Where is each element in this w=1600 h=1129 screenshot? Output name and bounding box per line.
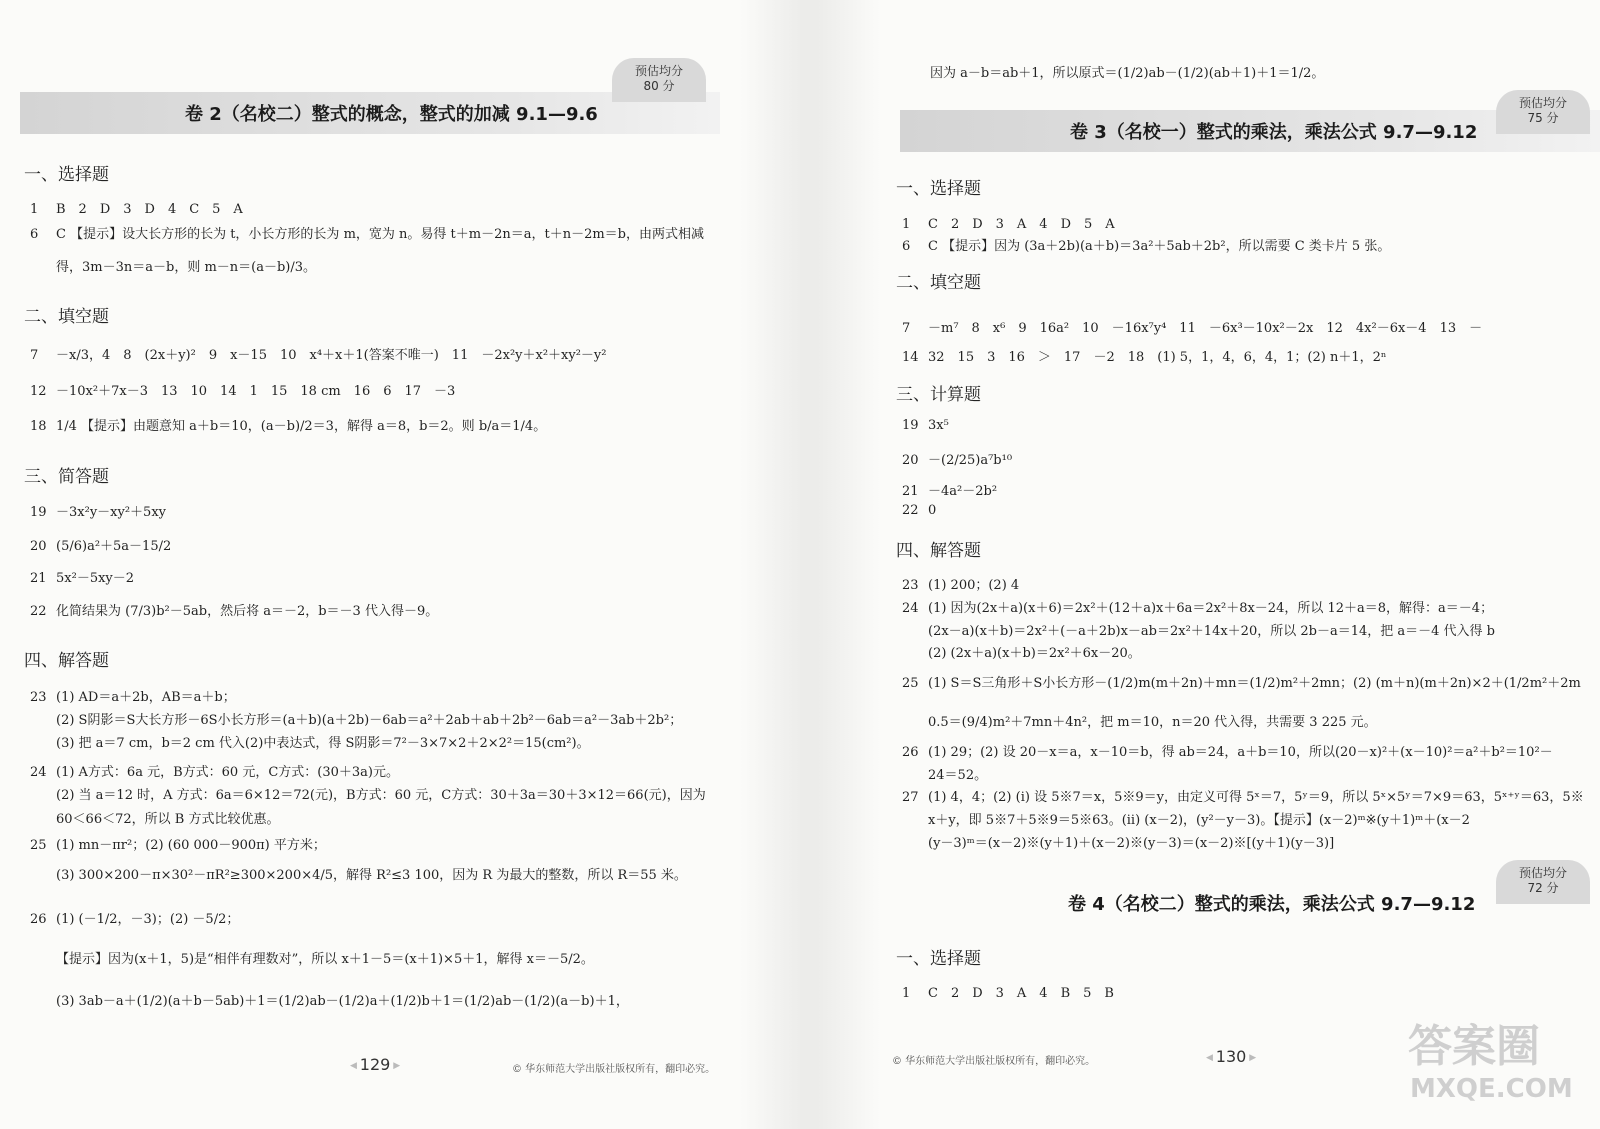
answer-line — [30, 908, 239, 927]
section-heading-fill: 二、填空题 — [896, 273, 981, 293]
question-number: 19 — [902, 418, 919, 433]
question-number: 1 — [30, 202, 39, 217]
section-heading-choice: 一、选择题 — [24, 165, 109, 185]
site-watermark — [1400, 1010, 1590, 1120]
question-number: 14 — [902, 350, 919, 365]
question-number: 1 — [902, 986, 911, 1001]
answer-text: x＋y，即 5※7＋5※9＝5※63。(ii) (x－2)，(y²－y－3)。【提示】(x－2)ᵐ※(y＋1)ᵐ＋(x－2 — [928, 813, 1470, 828]
watermark-logo-text: 答案圈 — [1408, 1021, 1540, 1072]
answer-text: C 【提示】因为 (3a＋2b)(a＋b)＝3a²＋5ab＋2b²，所以需要 C 类卡片 5 张。 — [928, 239, 1391, 254]
answer-text: (1) AD＝a＋2b，AB＝a＋b； — [56, 690, 236, 705]
answer-text: 0 — [928, 503, 937, 518]
continuation-line: 因为 a－b＝ab＋1，所以原式＝(1/2)ab－(1/2)(ab＋1)＋1＝1/2。 — [930, 66, 1325, 81]
section-heading-solve: 四、解答题 — [24, 651, 109, 671]
answer-text: (1) mn－πr²；(2) (60 000－900π) 平方米； — [56, 838, 326, 853]
question-number: 22 — [902, 503, 919, 518]
answer-text: (3) 300×200－π×30²－πR²≥300×200×4/5，解得 R²≤3 100，因为 R 为最大的整数，所以 R＝55 米。 — [56, 868, 687, 883]
question-number: 27 — [902, 790, 919, 805]
answer-line — [30, 501, 166, 520]
answer-line — [30, 761, 399, 780]
answer-line — [30, 198, 243, 217]
paper-4-score-badge — [1496, 860, 1590, 904]
answer-line — [902, 832, 1334, 851]
question-number: 6 — [902, 239, 911, 254]
answer-text: (y－3)ᵐ＝(x－2)※(y＋1)＋(x－2)※(y－3)＝(x－2)※[(y＋1)(y－3)] — [928, 836, 1335, 851]
answer-line — [30, 686, 236, 705]
question-number: 6 — [30, 227, 39, 242]
section-heading-short: 三、简答题 — [24, 467, 109, 487]
section-heading-fill: 二、填空题 — [24, 307, 109, 327]
question-number: 22 — [30, 604, 47, 619]
paper-2-title: 卷 2（名校二）整式的概念，整式的加减 9.1—9.6 — [185, 104, 598, 125]
answer-text: (1) A方式：6a 元，B方式：60 元，C方式：(30＋3a)元。 — [56, 765, 399, 780]
answer-line — [30, 948, 594, 967]
answer-text: 化简结果为 (7/3)b²－5ab，然后将 a＝－2，b＝－3 代入得－9。 — [56, 604, 439, 619]
answer-line — [30, 990, 629, 1009]
answer-line — [30, 415, 546, 434]
answer-line — [30, 709, 682, 728]
page-number: ◀ 129 ▶ — [350, 1055, 400, 1074]
answer-text: 得，3m－3n＝a－b，则 m－n＝(a－b)/3。 — [56, 260, 317, 275]
answer-line — [902, 672, 1581, 691]
paper-3-title-banner — [900, 110, 1600, 152]
answer-text: －(2/25)a⁷b¹⁰ — [928, 453, 1013, 468]
answer-text: 0.5＝(9/4)m²＋7mn＋4n²，把 m＝10，n＝20 代入得，共需要 3 225 元。 — [928, 715, 1377, 730]
book-gutter — [740, 0, 880, 1129]
section-heading-choice: 一、选择题 — [896, 949, 981, 969]
question-number: 21 — [902, 484, 919, 499]
section-heading-choice: 一、选择题 — [896, 179, 981, 199]
answer-text: 32 15 3 16 ＞ 17 －2 18 (1) 5，1，4，6，4，1；(2) n＋1，2ⁿ — [928, 350, 1387, 365]
answer-line — [902, 642, 1141, 661]
badge-label: 预估均分 — [1518, 866, 1567, 880]
paper-4-title-banner — [900, 882, 1600, 924]
answer-line — [30, 380, 455, 399]
answer-line — [30, 864, 687, 883]
question-number: 20 — [902, 453, 919, 468]
paper-3-score-badge — [1496, 90, 1590, 134]
answer-line — [902, 982, 1114, 1001]
answer-text: －x/3，4 8 (2x＋y)² 9 x－15 10 x⁴＋x＋1(答案不唯一) 11 －2x²y＋x²＋xy²－y² — [56, 348, 607, 363]
answer-text: (1) 200；(2) 4 — [928, 578, 1020, 593]
answer-line — [902, 480, 997, 499]
answer-text: (2) 当 a＝12 时，A 方式：6a＝6×12＝72(元)，B方式：60 元，C方式：30＋3a＝30＋3×12＝66(元)，因为 — [56, 788, 706, 803]
answer-text: 24＝52。 — [928, 768, 988, 783]
answer-text: C 【提示】设大长方形的长为 t，小长方形的长为 m，宽为 n。易得 t＋m－2n＝a，t＋n－2m＝b，由两式相减 — [56, 227, 704, 242]
badge-score: 75 分 — [1527, 111, 1559, 125]
question-number: 24 — [902, 601, 919, 616]
answer-text: (3) 把 a＝7 cm，b＝2 cm 代入(2)中表达式，得 S阴影＝7²－3×7×2＋2×2²＝15(cm²)。 — [56, 736, 590, 751]
answer-line — [30, 600, 438, 619]
paper-2-score-badge — [612, 58, 706, 102]
answer-text: －3x²y－xy²＋5xy — [56, 505, 166, 520]
answer-text: B 2 D 3 D 4 C 5 A — [56, 202, 243, 217]
answer-line — [30, 732, 590, 751]
badge-score: 72 分 — [1527, 881, 1559, 895]
answer-text: (2) (2x＋a)(x＋b)＝2x²＋6x－20。 — [928, 646, 1141, 661]
answer-text: (1) 因为(2x＋a)(x＋6)＝2x²＋(12＋a)x＋6a＝2x²＋8x－24，所以 12＋a＝8，解得：a＝－4； — [928, 601, 1494, 616]
answer-line — [902, 786, 1584, 805]
answer-line — [902, 235, 1390, 254]
answer-text: －10x²＋7x－3 13 10 14 1 15 18 cm 16 6 17 －3 — [56, 384, 456, 399]
question-number: 7 — [902, 321, 911, 336]
answer-text: 60＜66＜72，所以 B 方式比较优惠。 — [56, 812, 280, 827]
answer-line — [902, 418, 949, 433]
answer-line — [30, 344, 607, 363]
question-number: 18 — [30, 419, 47, 434]
question-number: 12 — [30, 384, 47, 399]
left-page — [0, 0, 740, 1129]
answer-line — [30, 256, 316, 275]
answer-line — [902, 213, 1115, 232]
watermark-url: MXQE.COM — [1410, 1074, 1573, 1104]
answer-text: －m⁷ 8 x⁶ 9 16a² 10 －16x⁷y⁴ 11 －6x³－10x²－2x 12 4x²－6x－4 13 － — [928, 321, 1483, 336]
answer-line — [30, 223, 704, 242]
right-page — [880, 0, 1600, 1129]
paper-3-title: 卷 3（名校一）整式的乘法，乘法公式 9.7—9.12 — [1070, 122, 1478, 143]
answer-line — [902, 574, 1019, 593]
paper-4-title: 卷 4（名校二）整式的乘法，乘法公式 9.7—9.12 — [1068, 894, 1476, 915]
answer-text: 1/4 【提示】由题意知 a＋b＝10，(a－b)/2＝3，解得 a＝8，b＝2。则 b/a＝1/4。 — [56, 419, 547, 434]
answer-text: (5/6)a²＋5a－15/2 — [56, 539, 172, 554]
answer-line — [902, 503, 936, 518]
answer-text: (1) S＝S三角形＋S小长方形－(1/2)m(m＋2n)＋mn＝(1/2)m²＋2mn；(2) (m＋n)(m＋2n)×2＋(1/2m²＋2m — [928, 676, 1581, 691]
section-heading-solve: 四、解答题 — [896, 541, 981, 561]
answer-text: 【提示】因为(x＋1，5)是“相伴有理数对”，所以 x＋1－5＝(x＋1)×5＋1，解得 x＝－5/2。 — [56, 952, 594, 967]
answer-line — [902, 620, 1495, 639]
answer-line — [902, 346, 1387, 365]
answer-line — [902, 449, 1012, 468]
question-number: 20 — [30, 539, 47, 554]
answer-text: 3x⁵ — [928, 418, 949, 433]
page-number: ◀ 130 ▶ — [1206, 1047, 1256, 1066]
question-number: 23 — [902, 578, 919, 593]
question-number: 25 — [30, 838, 47, 853]
answer-line — [30, 808, 279, 827]
answer-line — [902, 597, 1493, 616]
question-number: 1 — [902, 217, 911, 232]
answer-line — [30, 535, 171, 554]
answer-text: (1) 29；(2) 设 20－x＝a，x－10＝b，得 ab＝24，a＋b＝10，所以(20－x)²＋(x－10)²＝a²＋b²＝10²－ — [928, 745, 1553, 760]
copyright-notice: © 华东师范大学出版社版权所有，翻印必究。 — [892, 1056, 1096, 1067]
question-number: 21 — [30, 571, 47, 586]
answer-text: C 2 D 3 A 4 D 5 A — [928, 217, 1115, 232]
question-number: 24 — [30, 765, 47, 780]
answer-text: (3) 3ab－a＋(1/2)(a＋b－5ab)＋1＝(1/2)ab－(1/2)a＋(1/2)b＋1＝(1/2)ab－(1/2)(a－b)＋1， — [56, 994, 629, 1009]
answer-line — [902, 711, 1377, 730]
copyright-notice: © 华东师范大学出版社版权所有，翻印必究。 — [512, 1064, 716, 1075]
answer-text: －4a²－2b² — [928, 484, 998, 499]
answer-line — [30, 784, 706, 803]
answer-text: (2x－a)(x＋b)＝2x²＋(－a＋2b)x－ab＝2x²＋14x＋20，所以 2b－a＝14，把 a＝－4 代入得 b — [928, 624, 1495, 639]
question-number: 23 — [30, 690, 47, 705]
answer-line — [30, 567, 134, 586]
answer-text: C 2 D 3 A 4 B 5 B — [928, 986, 1114, 1001]
answer-line — [902, 809, 1470, 828]
section-heading-calc: 三、计算题 — [896, 385, 981, 405]
badge-label: 预估均分 — [1518, 96, 1567, 110]
question-number: 26 — [30, 912, 47, 927]
badge-label: 预估均分 — [634, 64, 683, 78]
question-number: 19 — [30, 505, 47, 520]
answer-text: (1) 4，4；(2) (i) 设 5※7＝x，5※9＝y，由定义可得 5ˣ＝7，5ʸ＝9，所以 5ˣ×5ʸ＝7×9＝63，5ˣ⁺ʸ＝63，5※ — [928, 790, 1584, 805]
answer-text: 5x²－5xy－2 — [56, 571, 135, 586]
question-number: 26 — [902, 745, 919, 760]
answer-line — [902, 741, 1553, 760]
question-number: 7 — [30, 348, 39, 363]
answer-text: (1) (－1/2，－3)；(2) －5/2； — [56, 912, 240, 927]
answer-line — [30, 834, 326, 853]
badge-score: 80 分 — [643, 79, 675, 93]
question-number: 25 — [902, 676, 919, 691]
answer-text: (2) S阴影＝S大长方形－6S小长方形＝(a＋b)(a＋2b)－6ab＝a²＋2ab＋ab＋2b²－6ab＝a²－3ab＋2b²； — [56, 713, 683, 728]
answer-line — [902, 764, 987, 783]
answer-line — [902, 317, 1482, 336]
